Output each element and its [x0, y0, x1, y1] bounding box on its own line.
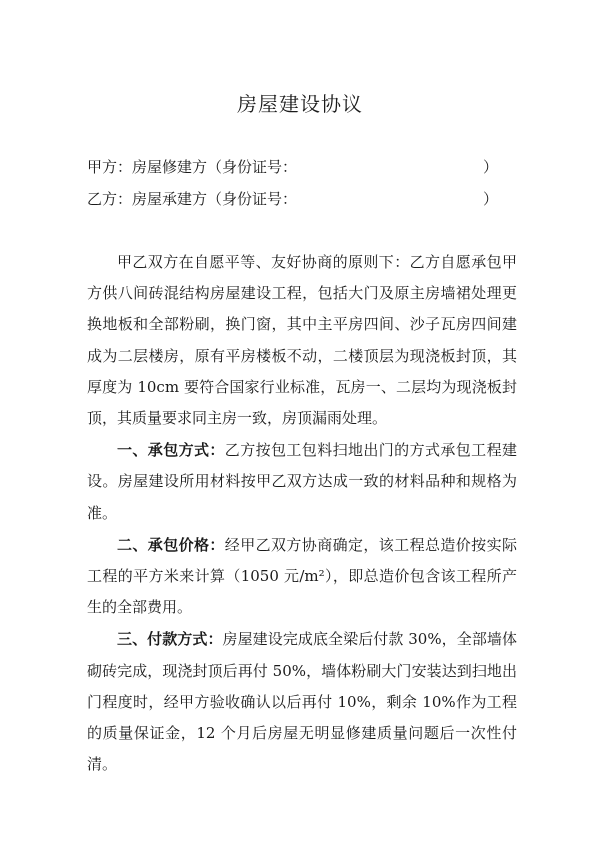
section-heading: 一、承包方式：: [117, 441, 225, 460]
document-title: 房屋建设协议: [237, 92, 363, 116]
party-a-close-paren: ）: [483, 158, 499, 176]
section-contract-price: [87, 530, 517, 624]
section-heading: 三、付款方式：: [117, 630, 223, 649]
section-contract-method: [87, 435, 517, 529]
party-b-label: 乙方：房屋承建方（身份证号：: [87, 190, 298, 208]
party-a-line: [87, 156, 499, 177]
section-heading: 二、承包价格：: [117, 535, 225, 554]
party-a-label: 甲方：房屋修建方（身份证号：: [87, 158, 298, 176]
section-text: 房屋建设完成底全梁后付款 30%，全部墙体砌砖完成，现浇封顶后再付 50%，墙体粉刷大门安装达到扫地出门程度时，经甲方验收确认以后再付 10%，剩余 10%作为工程的质量保证金，12 个月后房屋无明显修建质量问题后一次性付清。: [87, 630, 517, 774]
section-payment-method: [87, 624, 517, 780]
intro-paragraph: 甲乙双方在自愿平等、友好协商的原则下：乙方自愿承包甲方供八间砖混结构房屋建设工程，包括大门及原主房墙裙处理更换地板和全部粉刷，换门窗，其中主平房四间、沙子瓦房四间建成为二层楼房，原有平房楼板不动，二楼顶层为现浇板封顶，其厚度为 10cm 要符合国家行业标准，瓦房一、二层均为现浇板封顶，其质量要求同主房一致，房顶漏雨处理。: [87, 253, 517, 428]
agreement-body: [87, 247, 517, 781]
section-text: 乙方按包工包料扫地出门的方式承包工程建设。房屋建设所用材料按甲乙双方达成一致的材料品种和规格为准。: [87, 441, 517, 522]
party-b-close-paren: ）: [483, 190, 499, 208]
section-text: 经甲乙双方协商确定，该工程总造价按实际工程的平方米来计算（1050 元/m²），即总造价包含该工程所产生的全部费用。: [87, 535, 517, 617]
party-b-line: [87, 188, 499, 209]
